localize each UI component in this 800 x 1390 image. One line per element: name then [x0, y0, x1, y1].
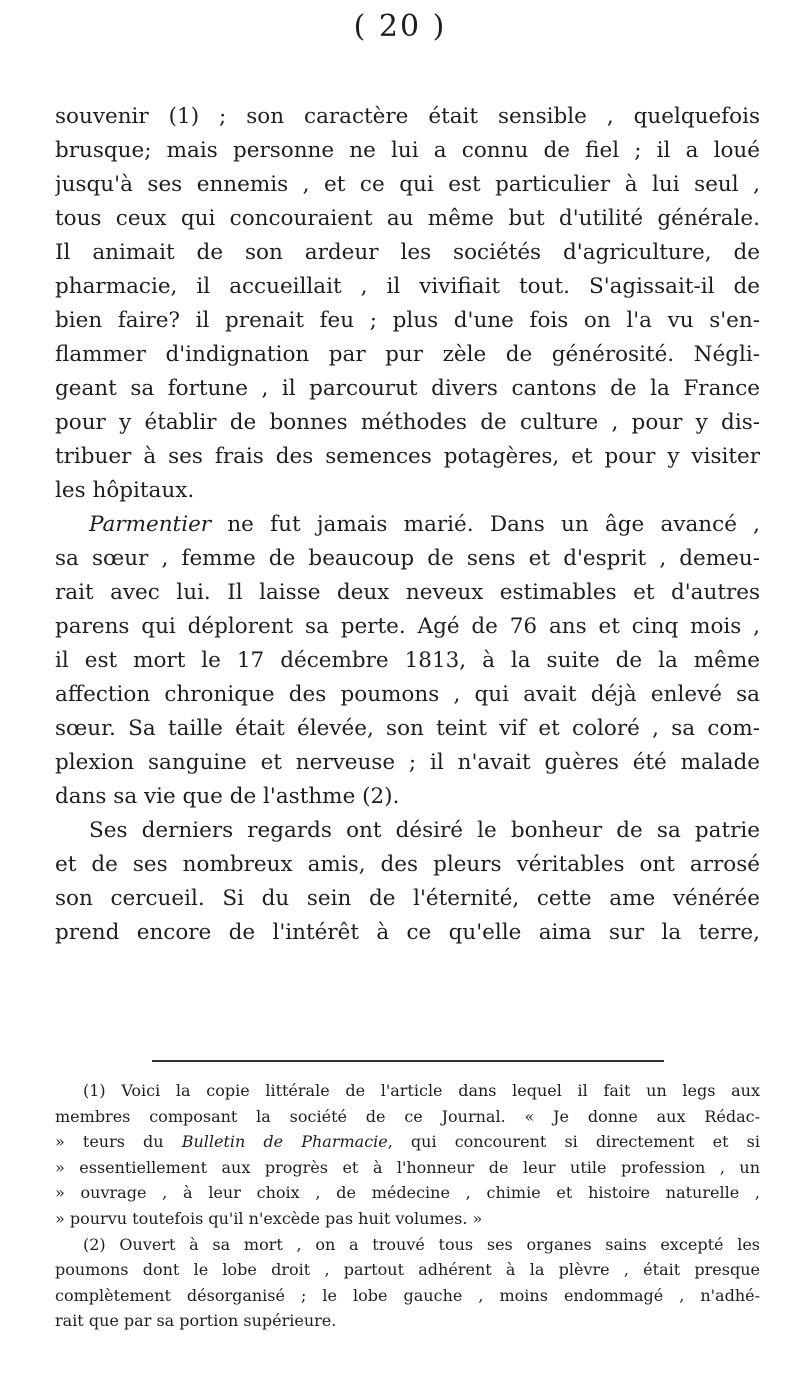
text-line: parens qui déplorent sa perte. Agé de 76 ans et cinq mois ,	[55, 614, 760, 639]
text-line: geant sa fortune , il parcourut divers cantons de la France	[55, 376, 760, 401]
footnote-line: » ouvrage , à leur choix , de médecine , chimie et histoire naturelle ,	[55, 1183, 760, 1203]
text-run: , qui concourent si directement et si	[387, 1132, 760, 1152]
text-run: » teurs du	[55, 1132, 182, 1152]
footnote-line: rait que par sa portion supérieure.	[55, 1311, 337, 1331]
footnote-line: complètement désorganisé ; le lobe gauche , moins endommagé , n'adhé-	[55, 1285, 760, 1305]
main-text	[55, 100, 760, 950]
text-line: dans sa vie que de l'asthme (2).	[55, 784, 400, 809]
text-line: il est mort le 17 décembre 1813, à la suite de la même	[55, 648, 760, 673]
person-name: Parmentier	[89, 512, 212, 537]
text-line: les hôpitaux.	[55, 478, 195, 503]
footnote-1: (1) Voici la copie littérale de l'article dans lequel il fait un legs aux	[83, 1081, 760, 1100]
text-line: pharmacie, il accueillait , il vivifiait tout. S'agissait-il de	[55, 274, 760, 299]
paragraph-start: Ses derniers regards ont désiré le bonheur de sa patrie	[89, 818, 760, 843]
text-line: sœur. Sa taille était élevée, son teint vif et coloré , sa com-	[55, 716, 760, 741]
text-line: prend encore de l'intérêt à ce qu'elle aima sur la terre,	[55, 920, 760, 945]
footnote-line	[55, 1129, 760, 1155]
footnote-line: » essentiellement aux progrès et à l'honneur de leur utile profession , un	[55, 1157, 760, 1177]
text-line: plexion sanguine et nerveuse ; il n'avait guères été malade	[55, 750, 760, 775]
text-line: souvenir (1) ; son caractère était sensible , quelquefois	[55, 104, 760, 129]
text-line: sa sœur , femme de beaucoup de sens et d'esprit , demeu-	[55, 546, 760, 571]
text-line: Il animait de son ardeur les sociétés d'agriculture, de	[55, 240, 760, 265]
journal-title: Bulletin de Pharmacie	[181, 1132, 388, 1152]
text-line: tous ceux qui concouraient au même but d'utilité générale.	[55, 206, 760, 231]
footnote-line: membres composant la société de ce Journal. « Je donne aux Rédac-	[55, 1106, 760, 1126]
page-number: ( 20 )	[353, 9, 447, 44]
text-line: pour y établir de bonnes méthodes de culture , pour y dis-	[55, 410, 760, 435]
footnote-line: » pourvu toutefois qu'il n'excède pas huit volumes. »	[55, 1208, 483, 1228]
text-line: flammer d'indignation par pur zèle de générosité. Négli-	[55, 342, 760, 367]
text-line: brusque; mais personne ne lui a connu de fiel ; il a loué	[55, 138, 760, 163]
text-line: rait avec lui. Il laisse deux neveux estimables et d'autres	[55, 580, 760, 605]
text-line: bien faire? il prenait feu ; plus d'une fois on l'a vu s'en-	[55, 308, 760, 333]
text-line: son cercueil. Si du sein de l'éternité, cette ame vénérée	[55, 886, 760, 911]
text-line: affection chronique des poumons , qui avait déjà enlevé sa	[55, 682, 760, 707]
footnote-2: (2) Ouvert à sa mort , on a trouvé tous ses organes sains excepté les	[83, 1234, 760, 1254]
footnote-separator	[152, 1060, 664, 1062]
text-run: ne fut jamais marié. Dans un âge avancé ,	[211, 512, 760, 537]
text-line: tribuer à ses frais des semences potagères, et pour y visiter	[55, 444, 760, 469]
footnotes	[55, 1078, 760, 1334]
text-line: jusqu'à ses ennemis , et ce qui est particulier à lui seul ,	[55, 172, 760, 197]
footnote-line: poumons dont le lobe droit , partout adhérent à la plèvre , était presque	[55, 1260, 760, 1280]
text-line: et de ses nombreux amis, des pleurs véritables ont arrosé	[55, 852, 760, 877]
paragraph-start	[55, 508, 760, 542]
